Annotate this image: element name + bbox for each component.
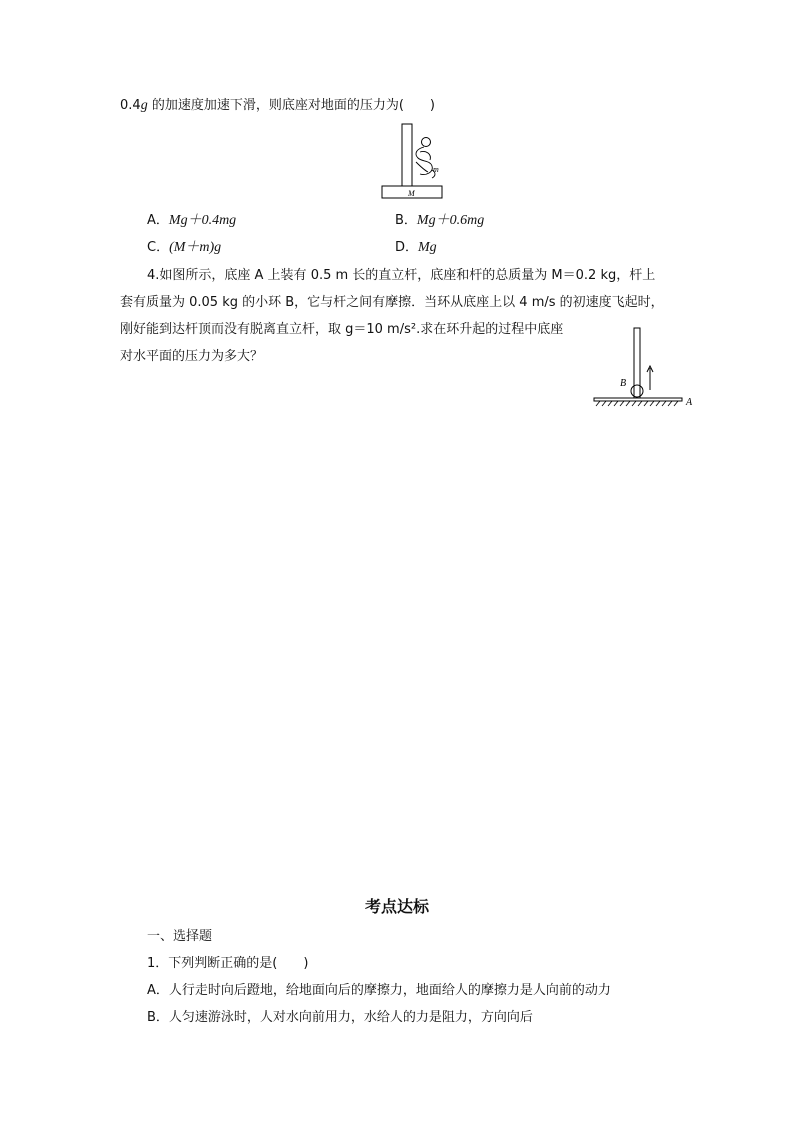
base-plate <box>594 398 682 401</box>
option-a <box>147 211 236 231</box>
problem3-figure <box>380 120 450 200</box>
monkey-body <box>416 147 432 175</box>
section-title: 考点达标 <box>364 897 429 916</box>
question-1: 1．下列判断正确的是( ) <box>147 956 309 971</box>
monkey-head <box>422 138 431 147</box>
intro-text: 的加速度加速下滑，则底座对地面的压力为( ) <box>147 98 435 113</box>
problem4-line1: 4.如图所示，底座 A 上装有 0.5 m 长的直立杆，底座和杆的总质量为 M＝0.2 kg，杆上 <box>147 268 656 283</box>
option-d-text: Mg <box>418 240 437 255</box>
intro-variable: g <box>140 98 148 113</box>
option-d-letter: D． <box>395 240 419 255</box>
ground-hatching <box>596 401 678 406</box>
option-c-text: (M＋m)g <box>169 240 222 255</box>
problem4-line2: 套有质量为 0.05 kg 的小环 B，它与杆之间有摩擦．当环从底座上以 4 m/s 的初速度飞起时， <box>120 295 664 310</box>
option-c-letter: C． <box>147 240 170 255</box>
option-b <box>395 211 484 231</box>
vertical-rod <box>634 328 640 398</box>
section-subtitle: 一、选择题 <box>147 929 213 944</box>
problem4-line3: 刚好能到达杆顶而没有脱离直立杆，取 g＝10 m/s².求在环升起的过程中底座 <box>120 322 564 337</box>
fig-label-B: B <box>620 378 627 389</box>
fig-label-A: A <box>686 397 693 408</box>
question-1-option-a: A．人行走时向后蹬地，给地面向后的摩擦力，地面给人的摩擦力是人向前的动力 <box>147 983 611 998</box>
problem4-figure <box>590 326 700 408</box>
option-a-text: Mg＋0.4mg <box>168 213 237 228</box>
problem3-intro <box>120 96 435 116</box>
problem4-line4: 对水平面的压力为多大？ <box>120 349 264 364</box>
option-d <box>395 238 437 258</box>
option-c <box>147 238 221 258</box>
rod <box>402 124 412 186</box>
question-1-option-b: B．人匀速游泳时，人对水向前用力，水给人的力是阻力，方向向后 <box>147 1010 533 1025</box>
fig-label-M: M <box>408 189 415 198</box>
intro-number: 0.4 <box>120 98 141 113</box>
option-a-letter: A． <box>147 213 169 228</box>
option-b-letter: B． <box>395 213 417 228</box>
option-b-text: Mg＋0.6mg <box>416 213 485 228</box>
fig-label-m: m <box>433 165 439 174</box>
